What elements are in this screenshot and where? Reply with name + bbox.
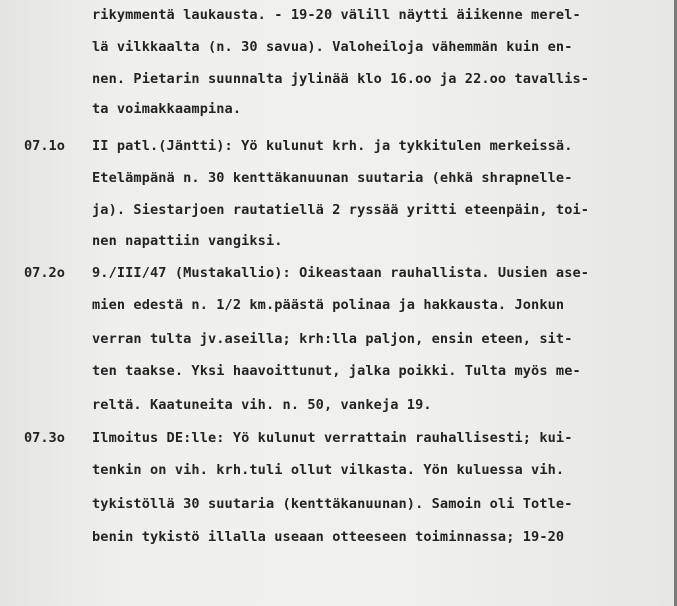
entry-line: II patl.(Jäntti): Yö kulunut krh. ja tykkitulen merkeissä.: [92, 138, 573, 154]
entry-line: ja). Siestarjoen rautatiellä 2 ryssää yritti eteenpäin, toi-: [92, 202, 590, 218]
entry-time: 07.3o: [24, 430, 65, 446]
entry-time: 07.1o: [24, 138, 65, 154]
entry-line: tenkin on vih. krh.tuli ollut vilkasta. Yön kuluessa vih.: [92, 462, 565, 478]
entry-line: benin tykistö illalla useaan otteeseen toiminnassa; 19-20: [92, 529, 565, 545]
entry-line: Etelämpänä n. 30 kenttäkanuunan suutaria (ehkä shrapnelle-: [92, 170, 573, 186]
entry-line: mien edestä n. 1/2 km.päästä polinaa ja hakkausta. Jonkun: [92, 297, 565, 313]
intro-line: rikymmentä laukausta. - 19-20 välill näytti äiikenne merel-: [92, 7, 581, 23]
entry-line: reltä. Kaatuneita vih. n. 50, vankeja 19.: [92, 397, 432, 413]
intro-line: nen. Pietarin suunnalta jylinää klo 16.oo ja 22.oo tavallis-: [92, 71, 590, 87]
entry-line: verran tulta jv.aseilla; krh:lla paljon, ensin eteen, sit-: [92, 331, 573, 347]
entry-line: tykistöllä 30 suutaria (kenttäkanuunan). Samoin oli Totle-: [92, 496, 573, 512]
entry-line: 9./III/47 (Mustakallio): Oikeastaan rauhallista. Uusien ase-: [92, 265, 590, 281]
intro-line: ta voimakkaampina.: [92, 101, 242, 117]
entry-line: nen napattiin vangiksi.: [92, 233, 283, 249]
intro-line: lä vilkkaalta (n. 30 savua). Valoheiloja vähemmän kuin en-: [92, 39, 573, 55]
entry-line: Ilmoitus DE:lle: Yö kulunut verrattain rauhallisesti; kui-: [92, 430, 573, 446]
entry-line: ten taakse. Yksi haavoittunut, jalka poikki. Tulta myös me-: [92, 363, 581, 379]
entry-time: 07.2o: [24, 265, 65, 281]
